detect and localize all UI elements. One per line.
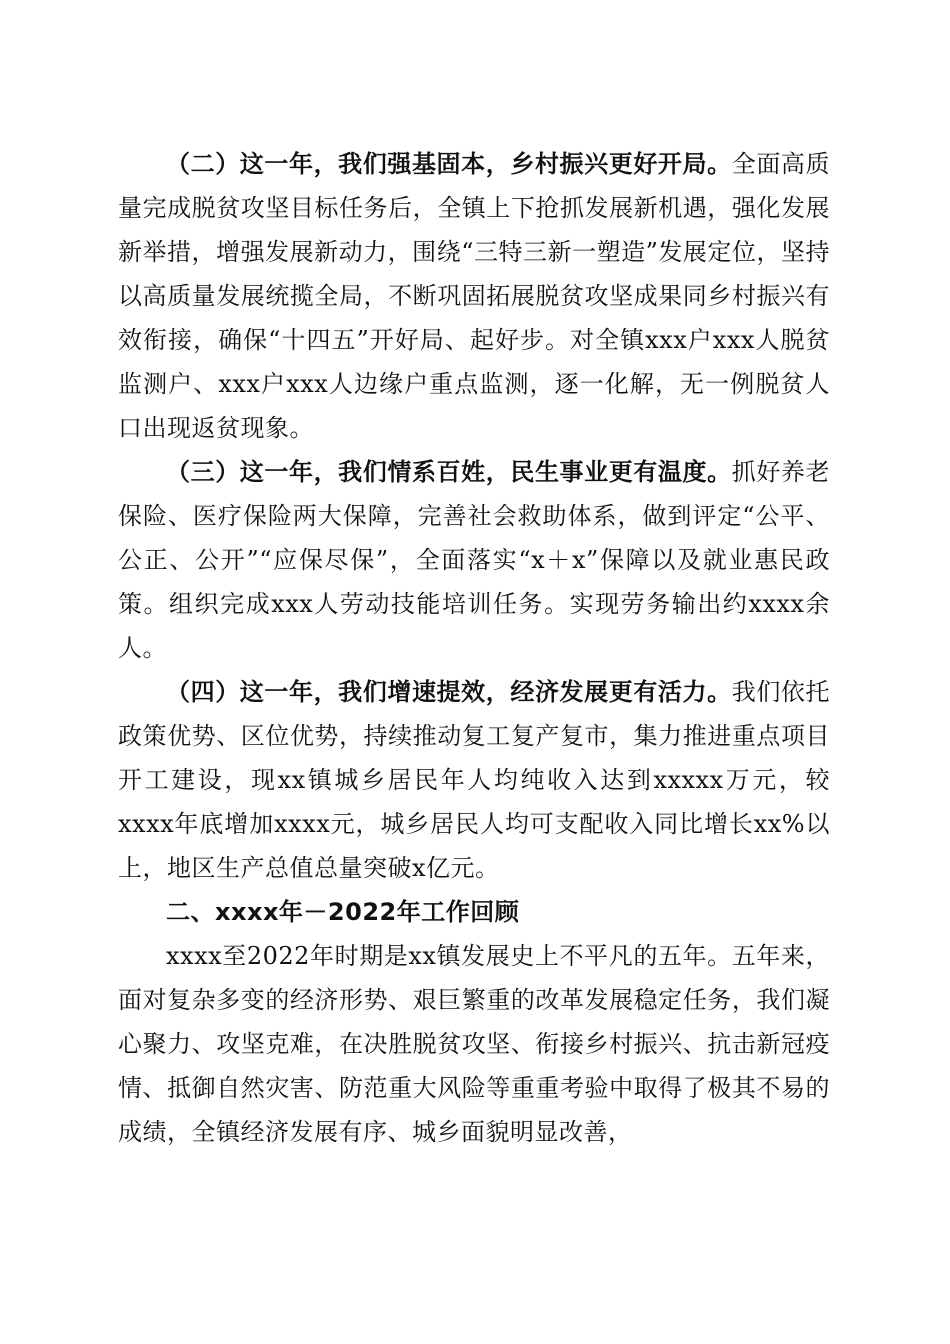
paragraph-lead: （三）这一年，我们情系百姓，民生事业更有温度。 [166,457,732,486]
paragraph-economy [118,670,830,890]
paragraph-livelihood [118,450,830,670]
section-heading: 二、xxxx年－2022年工作回顾 [166,898,520,926]
paragraph-text: 我们依托政策优势、区位优势，持续推动复工复产复市，集力推进重点项目开工建设，现xx镇城乡居民年人均纯收入达到xxxxx万元，较xxxx年底增加xxxx元，城乡居民人均可支配收入同比增长xx%以上，地区生产总值总量突破x亿元。 [118,678,831,882]
paragraph-text: 抓好养老保险、医疗保险两大保障，完善社会救助体系，做到评定“公平、公正、公开”“应保尽保”，全面落实“x＋x”保障以及就业惠民政策。组织完成xxx人劳动技能培训任务。实现劳务输出约xxxx余人。 [118,458,831,662]
document-body [118,142,830,1154]
paragraph-text: 全面高质量完成脱贫攻坚目标任务后，全镇上下抢抓发展新机遇，强化发展新举措，增强发展新动力，围绕“三特三新一塑造”发展定位，坚持以高质量发展统揽全局，不断巩固拓展脱贫攻坚成果同乡村振兴有效衔接，确保“十四五”开好局、起好步。对全镇xxx户xxx人脱贫监测户、xxx户xxx人边缘户重点监测，逐一化解，无一例脱贫人口出现返贫现象。 [118,150,831,442]
paragraph-lead: （二）这一年，我们强基固本，乡村振兴更好开局。 [166,149,732,178]
paragraph-lead: （四）这一年，我们增速提效，经济发展更有活力。 [166,677,732,706]
paragraph-review: xxxx至2022年时期是xx镇发展史上不平凡的五年。五年来，面对复杂多变的经济形势、艰巨繁重的改革发展稳定任务，我们凝心聚力、攻坚克难，在决胜脱贫攻坚、衔接乡村振兴、抗击新冠疫情、抵御自然灾害、防范重大风险等重重考验中取得了极其不易的成绩，全镇经济发展有序、城乡面貌明显改善， [118,942,830,1146]
paragraph-rural-revitalization [118,142,830,450]
